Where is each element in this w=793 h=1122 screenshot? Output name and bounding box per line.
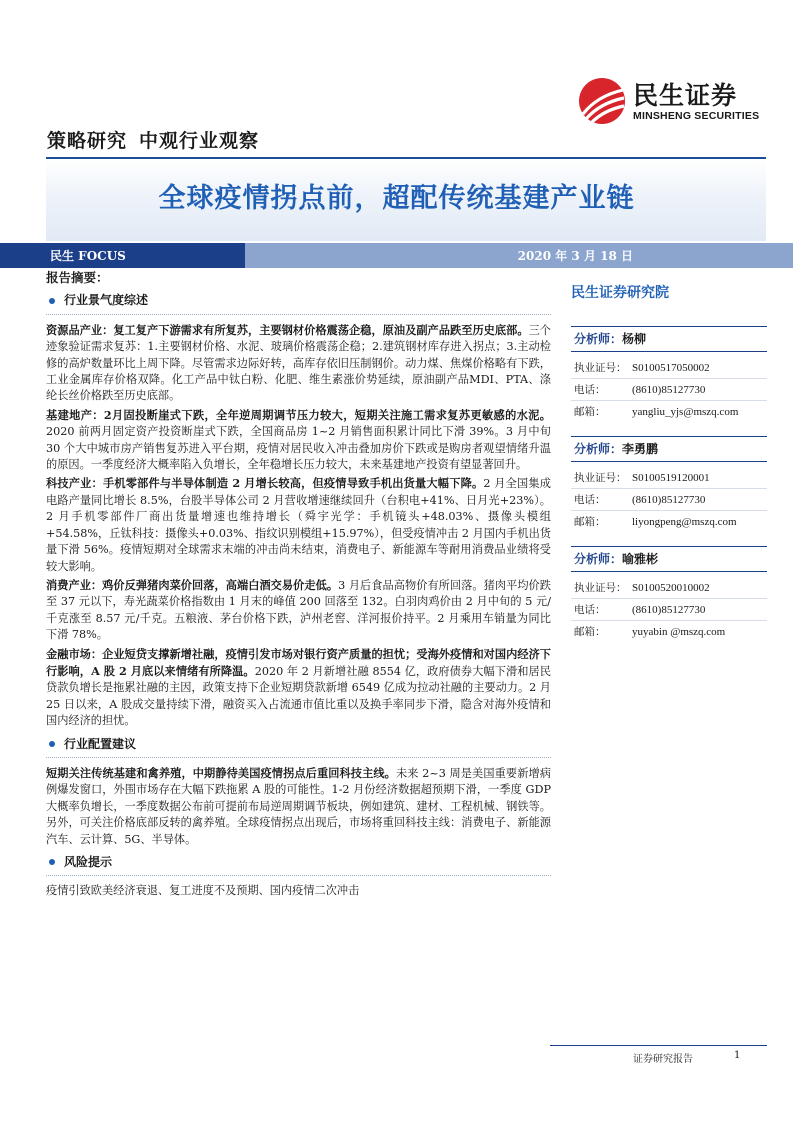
analyst-sidebar — [571, 282, 767, 656]
paragraph-body: 三个迹象验证需求复苏：1.主要钢材价格、水泥、玻璃价格震荡企稳；2.建筑钢材库存进入拐点；3.主动检修的高炉数量环比上周下降。尽管需求边际好转，高库存依旧压制钢价。动力煤、焦煤价格略有下跌，工业金属库存价格双降。化工产品中钛白粉、化肥、维生素涨价势延续，原油副产品MDI、PTA、涤纶长丝价格跌至历史底部。 — [46, 323, 551, 403]
analyst-email-label: 邮箱： — [574, 517, 606, 528]
paragraph-body: 2020 年 2 月新增社融 8554 亿，政府债券大幅下滑和居民贷款负增长是拖累社融的主因，政策支持下企业短期贷款新增 6549 亿成为拉动社融的主要动力。2 月 25 日以来，A 股成交量持续下滑，融资买入占流通市值比重以及换手率同步下滑，隐含对海外疫情和国内经济的担忧。 — [46, 664, 552, 728]
bullet-dot-icon — [49, 741, 55, 747]
section-heading-text: 行业景气度综述 — [64, 293, 149, 308]
analyst-license-label: 执业证号： — [574, 363, 627, 374]
section-heading-text: 风险提示 — [64, 855, 113, 869]
analyst-phone: (8610)85127730 — [632, 493, 706, 506]
footer-divider — [550, 1045, 767, 1046]
analyst-header — [571, 326, 767, 352]
analyst-label: 分析师： — [574, 442, 623, 456]
paragraph-lead: 基建地产：2月固投断崖式下跌，全年逆周期调节压力较大，短期关注施工需求复苏更敏感的水泥。 — [46, 407, 551, 422]
analyst-card — [571, 436, 767, 532]
analyst-email[interactable]: liyongpeng@mszq.com — [632, 515, 737, 528]
analyst-license-row — [571, 357, 767, 379]
summary-paragraph — [46, 765, 551, 848]
page-number: 1 — [734, 1050, 741, 1061]
bullet-dot-icon — [49, 859, 55, 865]
paragraph-lead: 短期关注传统基建和禽养殖，中期静待美国疫情拐点后重回科技主线。 — [46, 765, 396, 780]
summary-paragraph — [46, 646, 551, 730]
bullet-dot-icon — [49, 298, 55, 304]
analyst-email[interactable]: yuyabin @mszq.com — [632, 625, 726, 638]
analyst-card — [571, 546, 767, 642]
analyst-name: 喻雅彬 — [622, 552, 659, 566]
analyst-phone: (8610)85127730 — [632, 383, 706, 396]
analyst-phone-row — [571, 489, 767, 511]
summary-column — [46, 270, 551, 902]
summary-paragraph — [46, 577, 551, 644]
report-title: 全球疫情拐点前，超配传统基建产业链 — [158, 183, 635, 214]
analyst-card — [571, 326, 767, 422]
section-heading — [46, 736, 551, 758]
paragraph-body: 3 月后食品高物价有所回落。猪肉平均价跌至 37 元以下，寿光蔬菜价格指数由 1 月末的峰值 200 回落至 132。白羽肉鸡价由 2 月中旬的 5 元/千克涨至 8.57 元/千克。五粮液、茅台价格下跌，泸州老窖、洋河报价持平。2 月乘用车销量为同比下滑 78%。 — [46, 578, 551, 642]
analyst-email-row — [571, 621, 767, 642]
report-subcategory: 中观行业观察 — [139, 130, 260, 152]
summary-paragraph — [46, 883, 551, 899]
focus-label: 民生 FOCUS — [50, 249, 126, 263]
analyst-name: 杨柳 — [622, 332, 647, 346]
analyst-label: 分析师： — [574, 552, 623, 566]
analyst-name: 李勇鹏 — [622, 442, 659, 456]
analyst-email[interactable]: yangliu_yjs@mszq.com — [632, 405, 739, 418]
analyst-license-label: 执业证号： — [574, 473, 627, 484]
report-date: 2020 年 3 月 18 日 — [517, 249, 633, 263]
analyst-license-label: 执业证号： — [574, 583, 627, 594]
analyst-license: S0100519120001 — [632, 471, 710, 484]
analyst-phone-row — [571, 379, 767, 401]
analyst-phone: (8610)85127730 — [632, 603, 706, 616]
paragraph-body: 未来 2~3 周是美国重要新增病例爆发窗口，外围市场存在大幅下跌拖累 A 股的可能性。1-2 月份经济数据超预期下滑，一季度 GDP 大概率负增长，一季度数据公布前可提前布局逆周期调节板块，例如建筑、建材、工程机械、钢铁等。另外，可关注价格底部反转的禽养殖。全球疫情拐点出现后，市场将重回科技主线：消费电子、新能源汽车、云计算、5G、半导体。 — [46, 766, 551, 846]
report-type — [47, 126, 271, 153]
analyst-license: S0100517050002 — [632, 361, 710, 374]
analyst-license-row — [571, 467, 767, 489]
paragraph-lead: 科技产业：手机零部件与半导体制造 2 月增长较高，但疫情导致手机出货量大幅下降。 — [46, 476, 484, 491]
paragraph-body: 2020 前两月固定资产投资断崖式下跌，全国商品房 1~2 月销售面积累计同比下滑 39%。3 月中旬 30 个大中城市房产销售复苏进入平台期，疫情对居民收入冲击叠加房价下跌或是购房者观望情绪升温的原因。一季度经济大概率陷入负增长，全年稳增长压力较大，未来基建地产投资有望显著回升。 — [46, 425, 551, 472]
summary-paragraph — [46, 475, 551, 574]
summary-paragraph — [46, 407, 551, 474]
brand-logo — [577, 74, 767, 128]
paragraph-body: 疫情引致欧美经济衰退、复工进度不及预期、国内疫情二次冲击 — [46, 884, 360, 898]
analyst-phone-label: 电话： — [574, 385, 606, 396]
analyst-license: S0100520010002 — [632, 581, 710, 594]
brand-name-cn: 民生证券 — [633, 81, 738, 110]
institute-name: 民生证券研究院 — [571, 285, 669, 301]
analyst-email-label: 邮箱： — [574, 627, 606, 638]
analyst-header — [571, 436, 767, 462]
paragraph-lead: 消费产业：鸡价反弹猪肉菜价回落，高端白酒交易价走低。 — [46, 577, 339, 592]
brand-name-en: MINSHENG SECURITIES — [633, 110, 760, 122]
paragraph-lead: 资源品产业：复工复产下游需求有所复苏，主要钢材价格震荡企稳，原油及副产品跌至历史底部。 — [46, 322, 529, 337]
analyst-phone-row — [571, 599, 767, 621]
section-heading — [46, 854, 551, 876]
analyst-phone-label: 电话： — [574, 605, 606, 616]
footer-label: 证券研究报告 — [633, 1054, 693, 1065]
analyst-header — [571, 546, 767, 572]
summary-paragraph — [46, 322, 551, 405]
paragraph-lead: 金融市场：企业短贷支撑新增社融，疫情引发市场对银行资产质量的担忧；受海外疫情和对国内经济下行影响，A 股 2 月底以来情绪有所降温。 — [46, 646, 551, 678]
section-heading-text: 行业配置建议 — [64, 736, 137, 751]
summary-label: 报告摘要： — [46, 270, 109, 285]
minsheng-swoosh-icon — [577, 74, 627, 128]
paragraph-body: 2 月全国集成电路产量同比增长 8.5%，台股半导体公司 2 月营收增速继续回升（台积电+41%、日月光+23%）。2 月手机零部件厂商出货量增速也维持增长（舜宇光学：手机镜头+48.03%、摄像头模组+54.58%，丘钛科技：摄像头+0.03%、指纹识别模组+15.97%），但受疫情冲击 2 月国内手机出货量下滑 56%。疫情短期对全球需求末端的冲击尚未结束，消费电子、新能源车等耐用消费品业绩将受较大影响。 — [46, 477, 551, 573]
analyst-email-label: 邮箱： — [574, 407, 606, 418]
section-heading — [46, 292, 551, 314]
analyst-label: 分析师： — [574, 332, 623, 346]
report-category: 策略研究 — [47, 130, 128, 152]
analyst-email-row — [571, 401, 767, 422]
analyst-phone-label: 电话： — [574, 495, 606, 506]
analyst-email-row — [571, 511, 767, 532]
analyst-license-row — [571, 577, 767, 599]
